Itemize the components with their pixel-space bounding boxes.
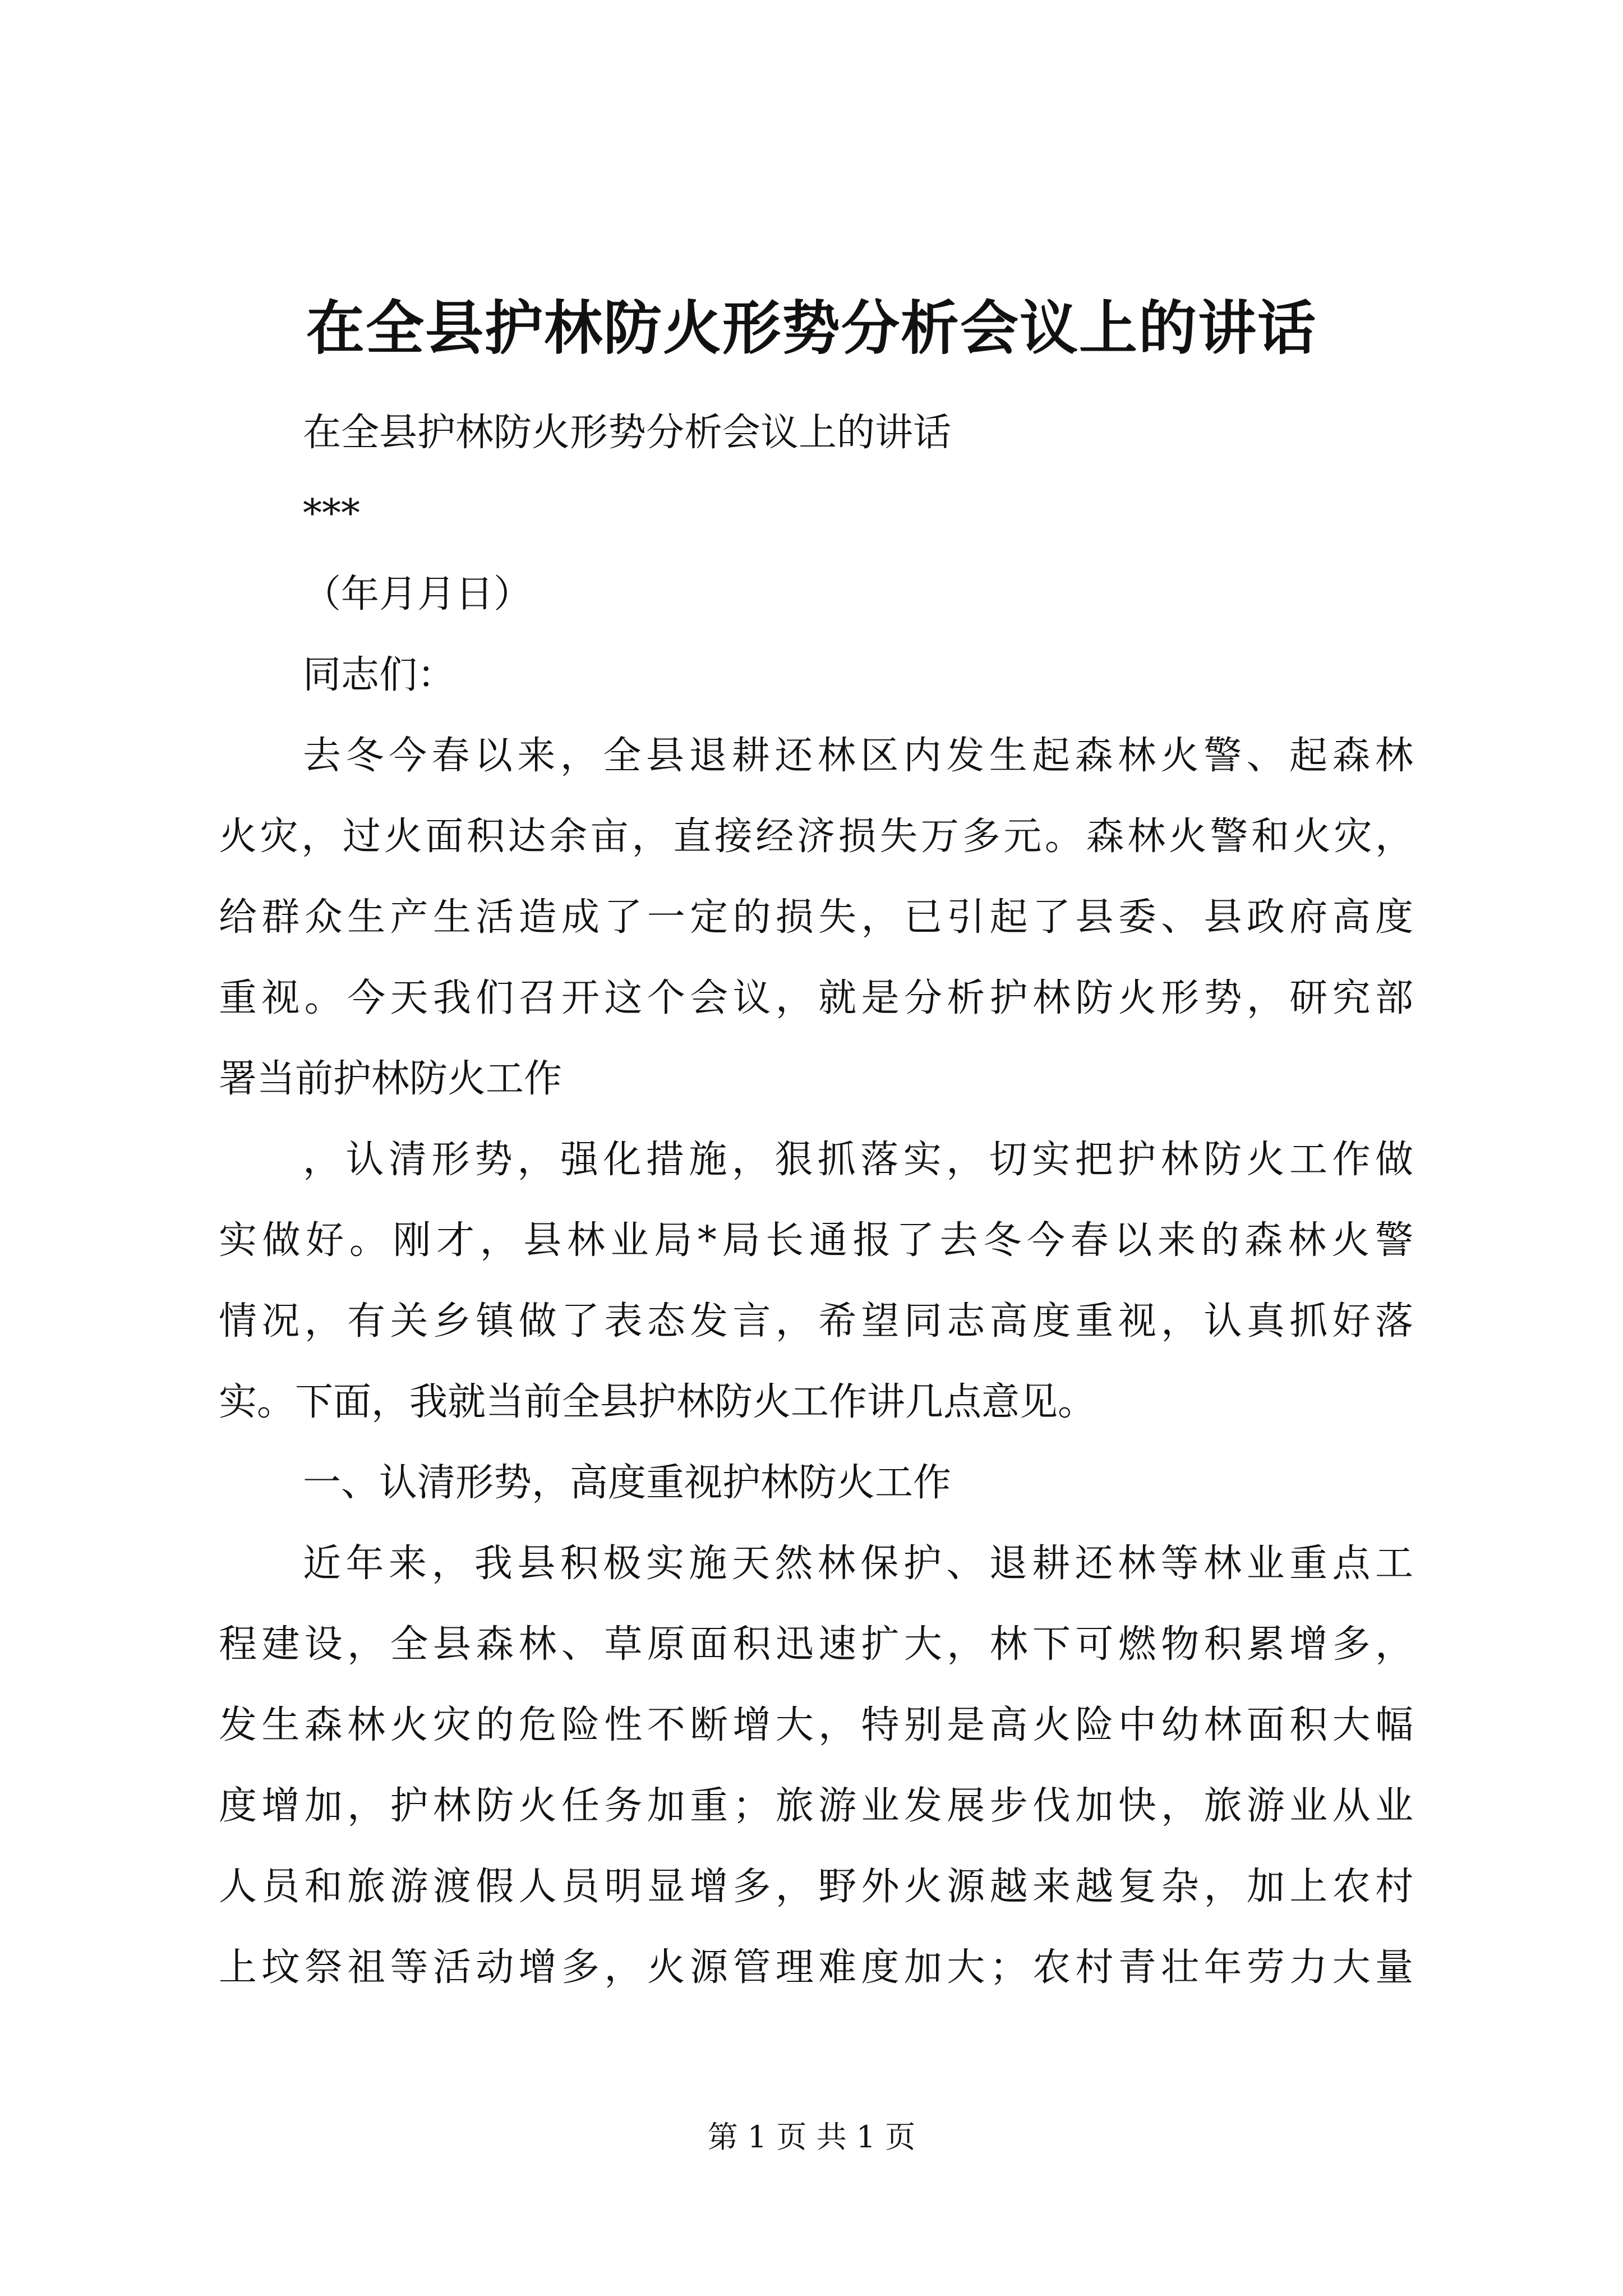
text-line: 实。下面，我就当前全县护林防火工作讲几点意见。 <box>219 1380 1096 1424</box>
text-line: 给群众生产生活造成了一定的损失，已引起了县委、县政府高度 <box>219 895 1413 940</box>
text-line: ，认清形势，强化措施，狠抓落实，切实把护林防火工作做 <box>303 1138 1413 1182</box>
text-line: 在全县护林防火形势分析会议上的讲话 <box>303 411 952 455</box>
text-line: 上坟祭祖等活动增多，火源管理难度加大；农村青壮年劳力大量 <box>219 1945 1413 1990</box>
text-line: 情况，有关乡镇做了表态发言，希望同志高度重视，认真抓好落 <box>219 1299 1413 1343</box>
document-title: 在全县护林防火形势分析会议上的讲话 <box>306 293 1317 362</box>
text-line: 程建设，全县森林、草原面积迅速扩大，林下可燃物积累增多， <box>219 1622 1413 1667</box>
text-line: 火灾，过火面积达余亩，直接经济损失万多元。森林火警和火灾， <box>219 815 1413 859</box>
text-line: 近年来，我县积极实施天然林保护、退耕还林等林业重点工 <box>303 1542 1413 1586</box>
text-line: 重视。今天我们召开这个会议，就是分析护林防火形势，研究部 <box>219 976 1413 1020</box>
text-line: 署当前护林防火工作 <box>219 1057 562 1101</box>
text-line: 发生森林火灾的危险性不断增大，特别是高火险中幼林面积大幅 <box>219 1703 1413 1747</box>
text-line: 度增加，护林防火任务加重；旅游业发展步伐加快，旅游业从业 <box>219 1784 1413 1828</box>
text-line: *** <box>303 491 360 536</box>
text-line: 去冬今春以来，全县退耕还林区内发生起森林火警、起森林 <box>303 734 1413 778</box>
text-line: 人员和旅游渡假人员明显增多，野外火源越来越复杂，加上农村 <box>219 1865 1413 1909</box>
document-body <box>219 393 1413 2008</box>
page-footer: 第 1 页 共 1 页 <box>707 2119 916 2155</box>
text-line: 实做好。刚才，县林业局*局长通报了去冬今春以来的森林火警 <box>219 1218 1413 1263</box>
text-line: （年月月日） <box>303 572 532 616</box>
text-line: 同志们： <box>303 653 456 697</box>
text-line: 一、认清形势，高度重视护林防火工作 <box>303 1461 952 1505</box>
